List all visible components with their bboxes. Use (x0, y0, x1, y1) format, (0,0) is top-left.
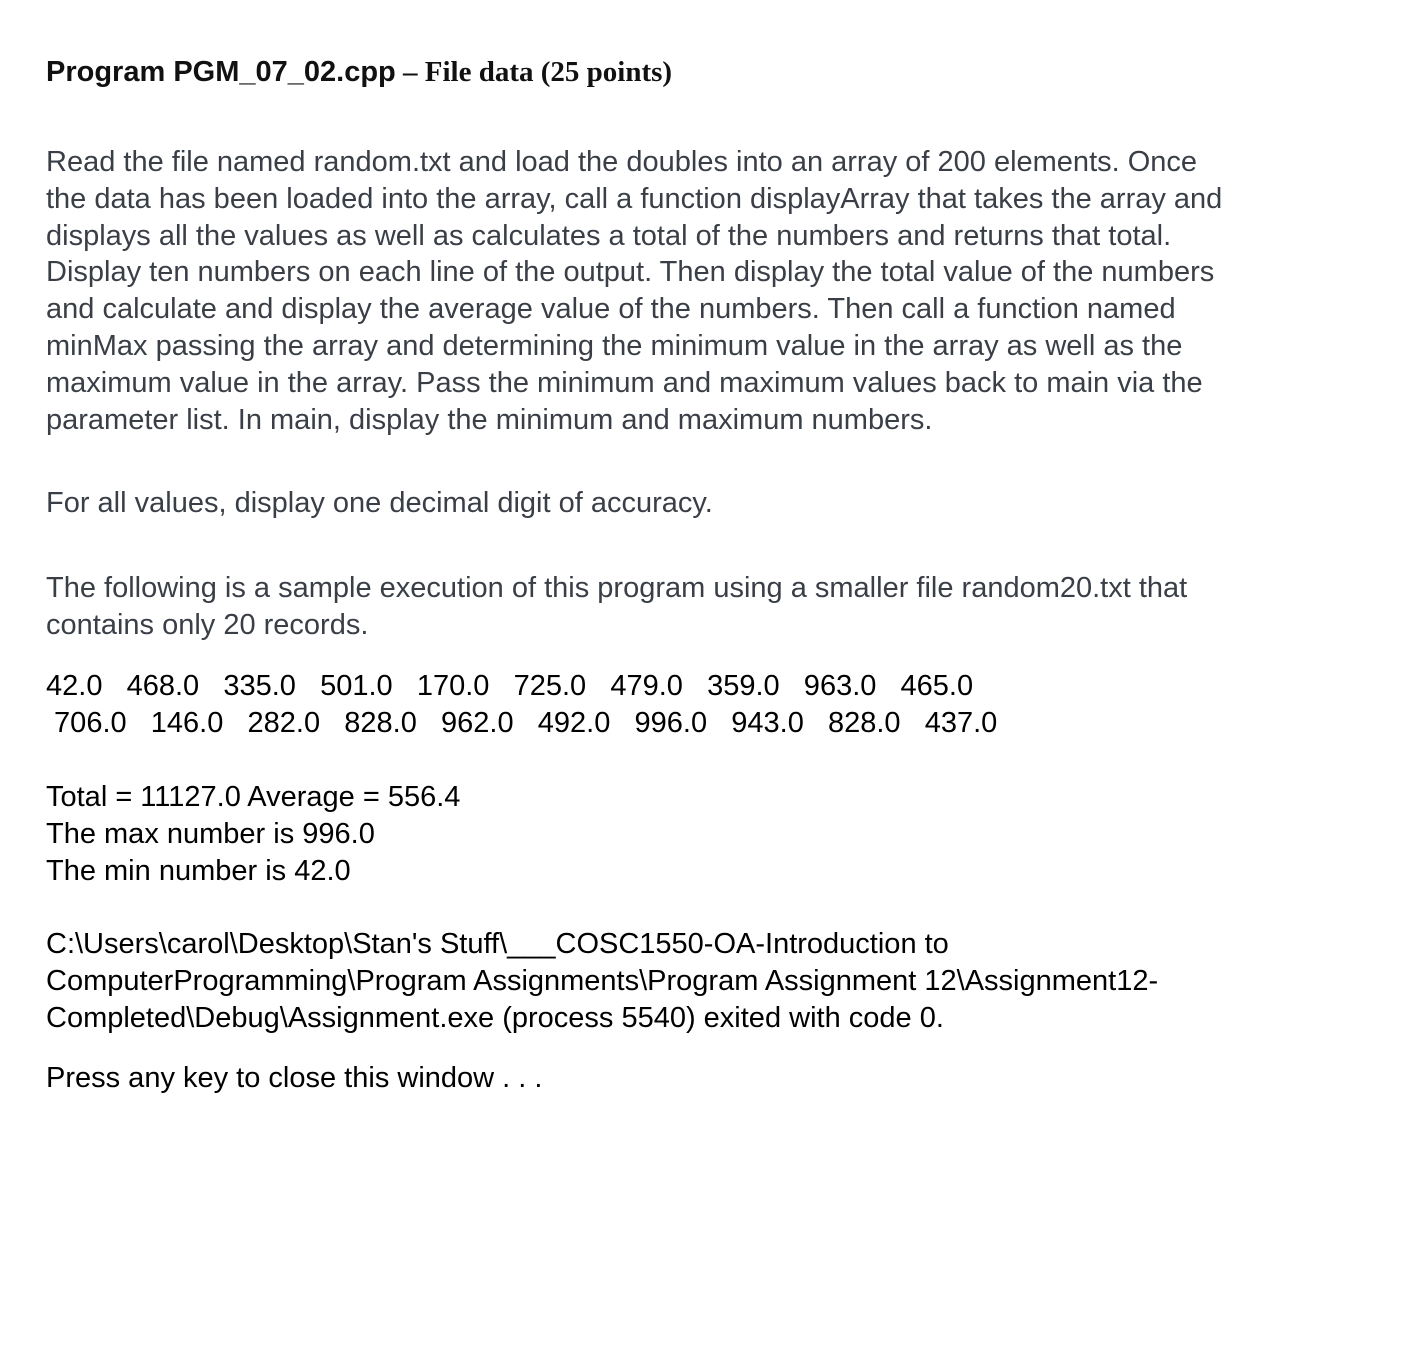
instructions-line: and calculate and display the average value of the numbers. Then call a function named (46, 293, 1176, 326)
process-exit-message (46, 926, 1158, 1036)
press-key-prompt: Press any key to close this window . . . (46, 1062, 543, 1094)
number-row: 706.0 146.0 282.0 828.0 962.0 492.0 996.0 943.0 828.0 437.0 (46, 706, 998, 739)
sample-intro-paragraph (46, 570, 1376, 644)
instructions-line: displays all the values as well as calculates a total of the numbers and returns that total. (46, 219, 1172, 252)
instructions-line: Display ten numbers on each line of the output. Then display the total value of the numbers (46, 256, 1215, 289)
number-row: 42.0 468.0 335.0 501.0 170.0 725.0 479.0 359.0 963.0 465.0 (46, 670, 974, 702)
total-average-line: Total = 11127.0 Average = 556.4 (46, 781, 461, 813)
assignment-subtitle: – File data (25 points) (395, 56, 673, 88)
instructions-line: the data has been loaded into the array, call a function displayArray that takes the array and (46, 182, 1223, 215)
instructions-line: maximum value in the array. Pass the minimum and maximum values back to main via the (46, 366, 1203, 399)
sample-output-numbers (46, 668, 997, 742)
sample-intro-line: contains only 20 records. (46, 608, 369, 641)
instructions-paragraph (46, 144, 1376, 438)
program-name: Program PGM_07_02.cpp (46, 56, 396, 88)
accuracy-note: For all values, display one decimal digit of accuracy. (46, 487, 713, 519)
instructions-line: Read the file named random.txt and load the doubles into an array of 200 elements. Once (46, 146, 1198, 178)
exit-line: Completed\Debug\Assignment.exe (process 5540) exited with code 0. (46, 1001, 944, 1034)
exit-line: ComputerProgramming\Program Assignments\Program Assignment 12\Assignment12- (46, 964, 1159, 997)
assignment-title (46, 54, 672, 90)
instructions-line: minMax passing the array and determining the minimum value in the array as well as the (46, 329, 1183, 362)
min-line: The min number is 42.0 (46, 854, 351, 887)
max-line: The max number is 996.0 (46, 817, 375, 850)
sample-intro-line: The following is a sample execution of this program using a smaller file random20.txt that (46, 572, 1188, 604)
exit-line: C:\Users\carol\Desktop\Stan's Stuff\___COSC1550-OA-Introduction to (46, 928, 949, 960)
instructions-line: parameter list. In main, display the minimum and maximum numbers. (46, 403, 933, 436)
sample-output-stats (46, 779, 460, 889)
